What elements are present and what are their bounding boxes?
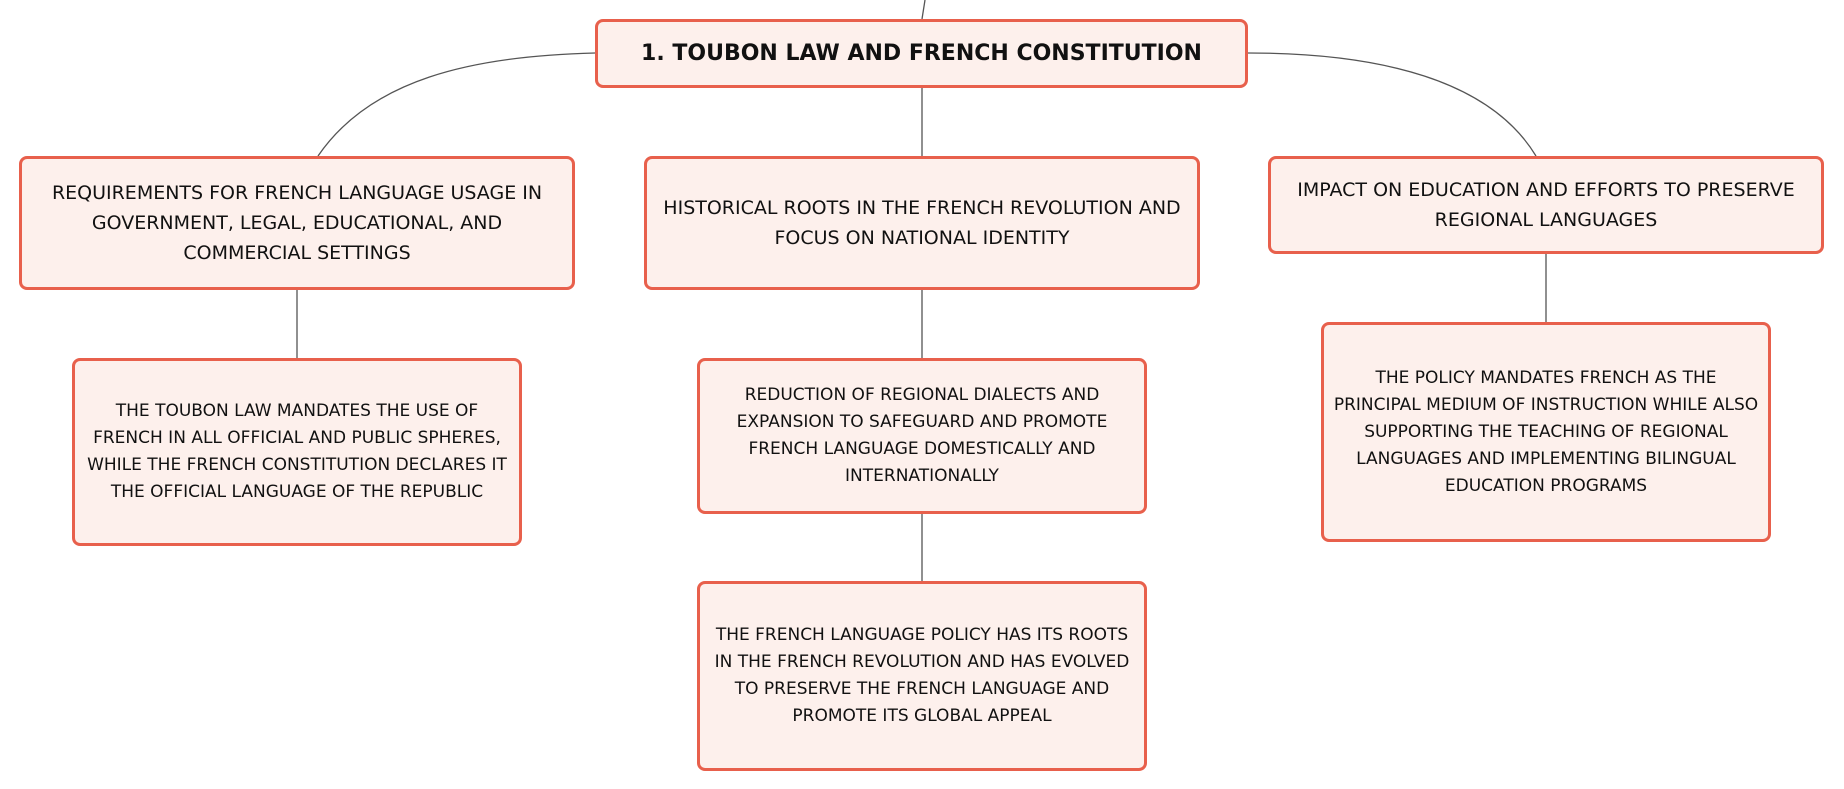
branch-language-usage-requirements[interactable] [19,156,575,290]
root-topic-label: 1. TOUBON LAW AND FRENCH CONSTITUTION [641,41,1202,66]
subtopic-toubon-law-mandate[interactable] [72,358,522,546]
connector-root-to-branch-a [318,53,595,156]
subtopic-label: THE POLICY MANDATES FRENCH AS THE PRINCIPAL MEDIUM OF INSTRUCTION WHILE ALSO SUPPORTING THE TEACHING OF REGIONAL LANGUAGES AND IMPLEMENTING BILINGUAL EDUCATION PROGRAMS [1333,367,1759,496]
subtopic-label: THE TOUBON LAW MANDATES THE USE OF FRENCH IN ALL OFFICIAL AND PUBLIC SPHERES, WHILE THE FRENCH CONSTITUTION DECLARES IT THE OFFICIAL LANGUAGE OF THE REPUBLIC [87,401,507,502]
root-topic[interactable] [595,19,1248,88]
subtopic-regional-dialect-reduction[interactable] [697,358,1147,514]
subtopic-label: THE FRENCH LANGUAGE POLICY HAS ITS ROOTS IN THE FRENCH REVOLUTION AND HAS EVOLVED TO PRESERVE THE FRENCH LANGUAGE AND PROMOTE ITS GLOBAL APPEAL [714,625,1130,726]
subtopic-policy-roots-evolution[interactable] [697,581,1147,771]
branch-label: HISTORICAL ROOTS IN THE FRENCH REVOLUTION AND FOCUS ON NATIONAL IDENTITY [663,197,1181,249]
branch-education-impact[interactable] [1268,156,1824,254]
subtopic-label: REDUCTION OF REGIONAL DIALECTS AND EXPANSION TO SAFEGUARD AND PROMOTE FRENCH LANGUAGE DOMESTICALLY AND INTERNATIONALLY [736,385,1108,486]
branch-label: IMPACT ON EDUCATION AND EFFORTS TO PRESERVE REGIONAL LANGUAGES [1297,179,1795,231]
connector-parent-to-root [922,0,925,19]
branch-label: REQUIREMENTS FOR FRENCH LANGUAGE USAGE IN GOVERNMENT, LEGAL, EDUCATIONAL, AND COMMERCIAL SETTINGS [51,182,543,264]
branch-historical-roots[interactable] [644,156,1200,290]
subtopic-instruction-medium[interactable] [1321,322,1771,542]
connector-root-to-branch-c [1248,53,1536,156]
